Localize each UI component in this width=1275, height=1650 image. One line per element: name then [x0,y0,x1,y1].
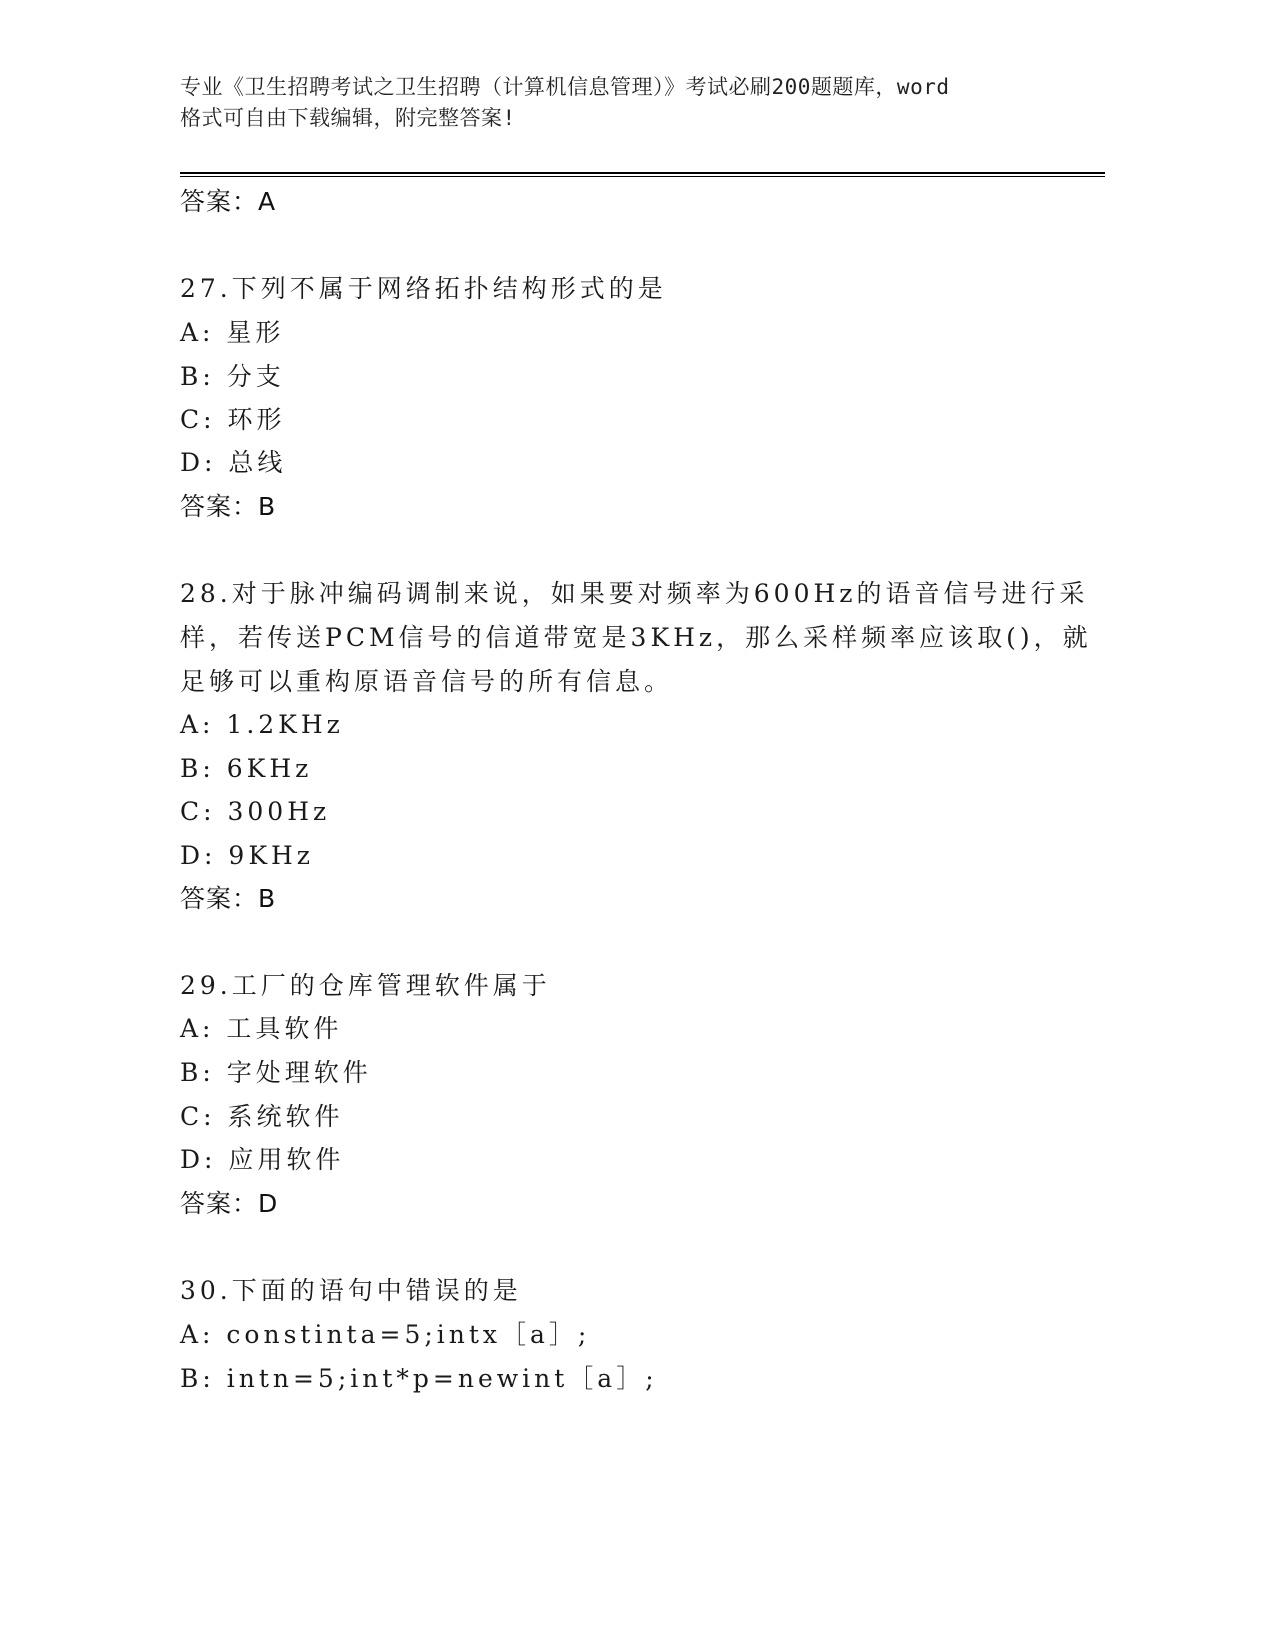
q27-answer: 答案：B [180,492,277,521]
q30-option-a: A: constinta=5;intx［a］; [180,1320,591,1349]
q30-option-b: B: intn=5;int*p=newint［a］; [180,1364,658,1393]
question-27: 27.下列不属于网络拓扑结构形式的是 [180,274,667,303]
answer-previous: 答案：A [180,187,277,216]
header-line-1: 专业《卫生招聘考试之卫生招聘（计算机信息管理）》考试必刷200题题库，word [180,75,950,99]
q27-option-b: B: 分支 [180,362,285,391]
q29-answer: 答案：D [180,1189,279,1218]
q29-option-c: C: 系统软件 [180,1102,344,1131]
question-28-line-2: 样，若传送PCM信号的信道带宽是3KHz，那么采样频率应该取()，就 [180,623,1092,652]
header-divider [180,172,1105,174]
q29-option-d: D: 应用软件 [180,1145,345,1174]
q28-answer: 答案：B [180,884,277,913]
q28-option-a: A: 1.2KHz [180,710,344,739]
document-header [180,72,1050,134]
question-28-line-1: 28.对于脉冲编码调制来说，如果要对频率为600Hz的语音信号进行采 [180,579,1089,608]
question-29: 29.工厂的仓库管理软件属于 [180,971,551,1000]
q27-option-a: A: 星形 [180,318,285,347]
header-line-2: 格式可自由下载编辑，附完整答案! [180,106,516,130]
question-28-line-3: 足够可以重构原语音信号的所有信息。 [180,667,674,696]
header-divider-thin [180,176,1105,177]
q27-option-d: D: 总线 [180,448,287,477]
q28-option-b: B: 6KHz [180,754,313,783]
q27-option-c: C: 环形 [180,405,286,434]
question-30: 30.下面的语句中错误的是 [180,1276,522,1305]
q28-option-d: D: 9KHz [180,841,314,870]
q28-option-c: C: 300Hz [180,797,331,826]
q29-option-b: B: 字处理软件 [180,1058,372,1087]
q29-option-a: A: 工具软件 [180,1014,343,1043]
